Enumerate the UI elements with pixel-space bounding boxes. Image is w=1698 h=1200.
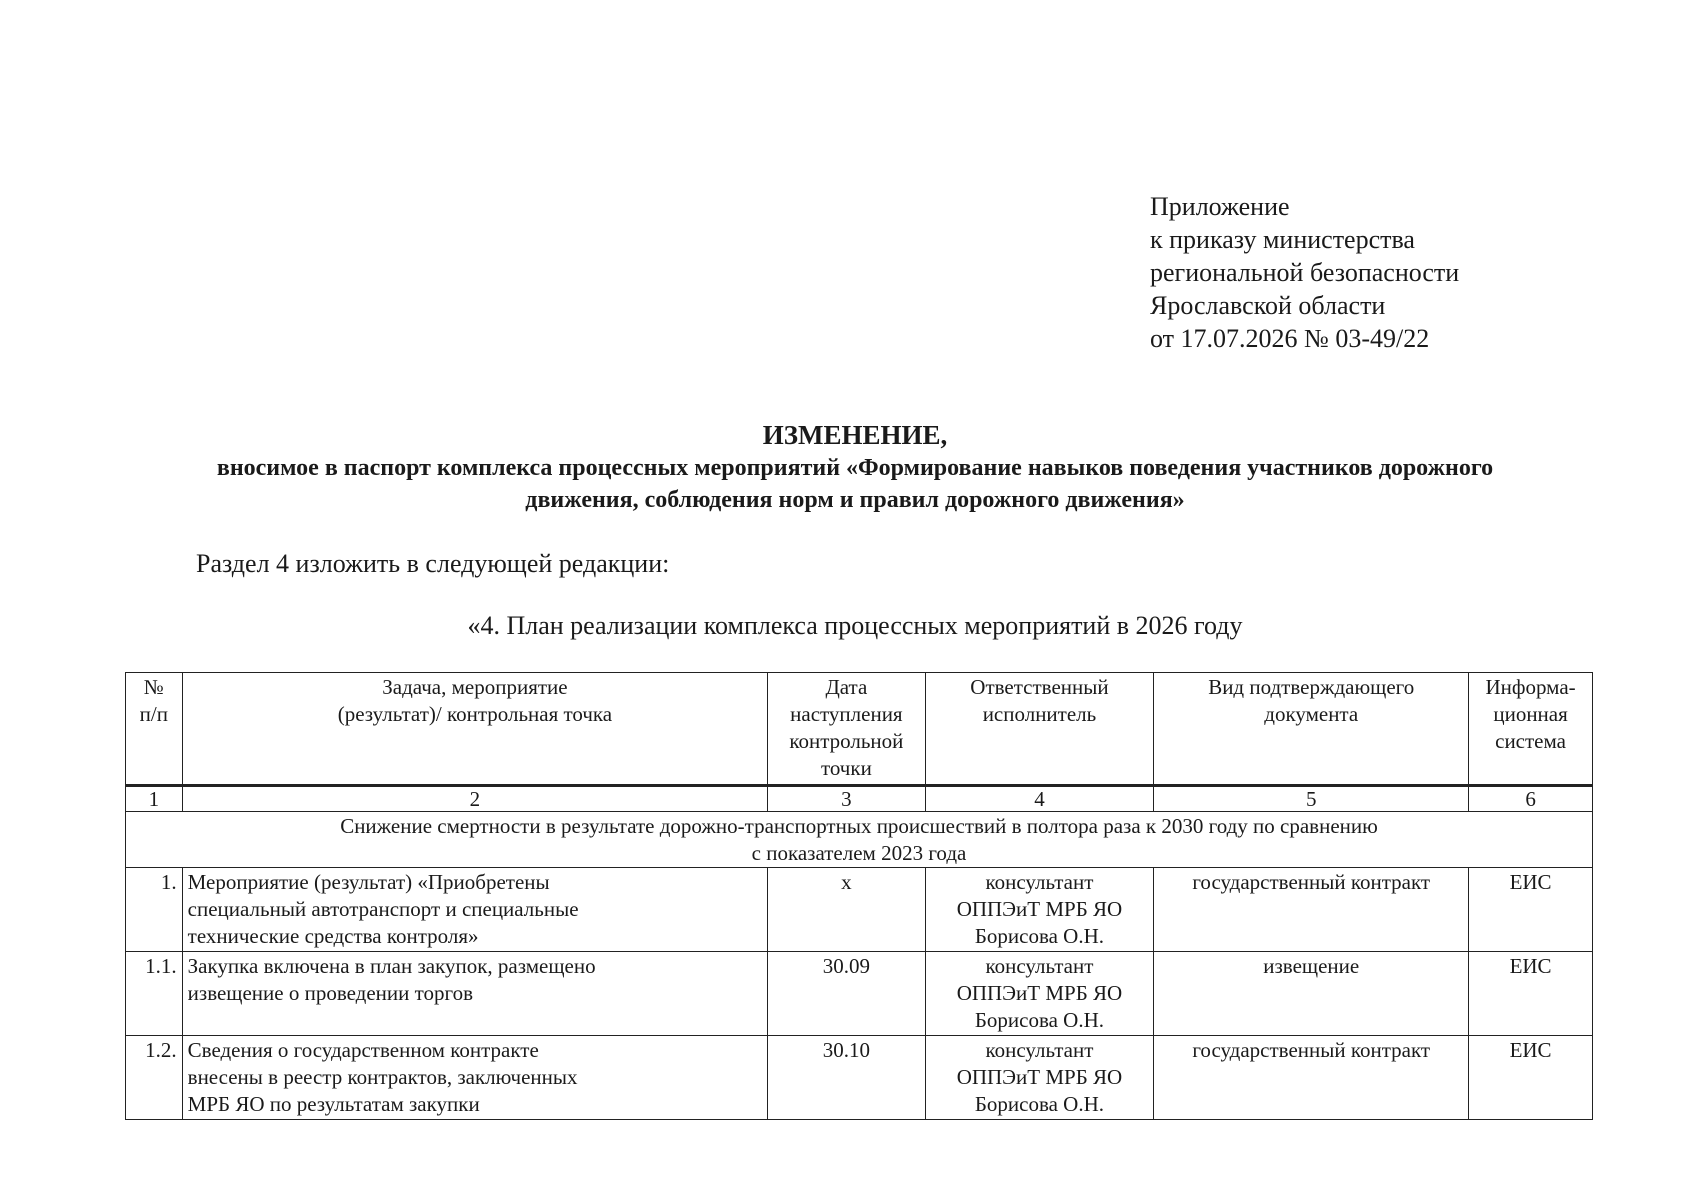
column-number: 4 bbox=[925, 786, 1154, 812]
plan-table bbox=[125, 672, 1593, 1120]
title-sub-line: вносимое в паспорт комплекса процессных мероприятий «Формирование навыков поведения участников дорожного bbox=[216, 455, 1494, 481]
table-row bbox=[126, 952, 1593, 1036]
header-num: № п/п bbox=[126, 673, 183, 786]
intro-text: Раздел 4 изложить в следующей редакции: bbox=[196, 549, 670, 578]
header-task: Задача, мероприятие (результат)/ контрольная точка bbox=[182, 673, 768, 786]
header-date: Дата наступления контрольной точки bbox=[768, 673, 925, 786]
document-title bbox=[110, 418, 1600, 516]
cell-system: ЕИС bbox=[1469, 952, 1593, 1036]
column-number: 5 bbox=[1154, 786, 1469, 812]
cell-num: 1.2. bbox=[126, 1036, 183, 1120]
header-responsible: Ответственный исполнитель bbox=[925, 673, 1154, 786]
appendix-line: региональной безопасности bbox=[1150, 258, 1460, 287]
title-sub-line: движения, соблюдения норм и правил дорожного движения» bbox=[525, 487, 1185, 513]
table-row bbox=[126, 1036, 1593, 1120]
column-number: 1 bbox=[126, 786, 183, 812]
cell-system: ЕИС bbox=[1469, 1036, 1593, 1120]
appendix-line: от 17.07.2026 № 03-49/22 bbox=[1150, 324, 1430, 353]
header-doc: Вид подтверждающего документа bbox=[1154, 673, 1469, 786]
cell-responsible: консультант ОППЭиТ МРБ ЯО Борисова О.Н. bbox=[925, 868, 1154, 952]
section-row bbox=[126, 812, 1593, 868]
cell-date: 30.09 bbox=[768, 952, 925, 1036]
header-system: Информа- ционная система bbox=[1469, 673, 1593, 786]
appendix-line: Ярославской области bbox=[1150, 291, 1386, 320]
cell-num: 1.1. bbox=[126, 952, 183, 1036]
cell-date: х bbox=[768, 868, 925, 952]
table-header-row bbox=[126, 673, 1593, 786]
appendix-block bbox=[1150, 190, 1459, 355]
cell-date: 30.10 bbox=[768, 1036, 925, 1120]
cell-task: Закупка включена в план закупок, размещено извещение о проведении торгов bbox=[182, 952, 768, 1036]
section-heading: Снижение смертности в результате дорожно-транспортных происшествий в полтора раза к 2030 году по сравнению с показателем 2023 года bbox=[126, 812, 1593, 868]
column-number: 3 bbox=[768, 786, 925, 812]
appendix-line: к приказу министерства bbox=[1150, 225, 1415, 254]
appendix-line: Приложение bbox=[1150, 192, 1290, 221]
cell-doc: извещение bbox=[1154, 952, 1469, 1036]
cell-doc: государственный контракт bbox=[1154, 868, 1469, 952]
plan-title: «4. План реализации комплекса процессных мероприятий в 2026 году bbox=[467, 611, 1243, 640]
table-row bbox=[126, 868, 1593, 952]
column-number: 6 bbox=[1469, 786, 1593, 812]
cell-responsible: консультант ОППЭиТ МРБ ЯО Борисова О.Н. bbox=[925, 1036, 1154, 1120]
cell-task: Мероприятие (результат) «Приобретены специальный автотранспорт и специальные технические средства контроля» bbox=[182, 868, 768, 952]
title-main: ИЗМЕНЕНИЕ, bbox=[762, 420, 948, 450]
column-number-row bbox=[126, 786, 1593, 812]
cell-system: ЕИС bbox=[1469, 868, 1593, 952]
cell-responsible: консультант ОППЭиТ МРБ ЯО Борисова О.Н. bbox=[925, 952, 1154, 1036]
cell-doc: государственный контракт bbox=[1154, 1036, 1469, 1120]
cell-task: Сведения о государственном контракте внесены в реестр контрактов, заключенных МРБ ЯО по результатам закупки bbox=[182, 1036, 768, 1120]
column-number: 2 bbox=[182, 786, 768, 812]
cell-num: 1. bbox=[126, 868, 183, 952]
